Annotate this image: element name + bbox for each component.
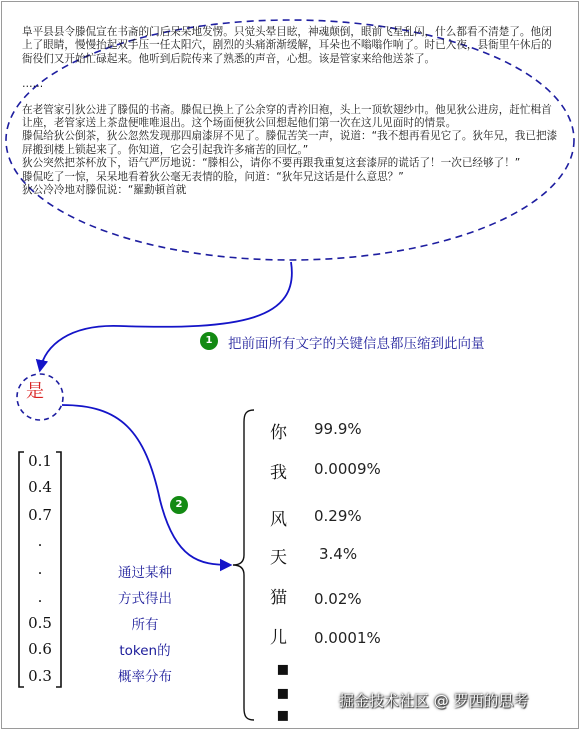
distribution-token: 天 [270,548,287,568]
vector-value: 0.4 [28,478,52,496]
distribution-caption [100,560,190,690]
passage-paragraph: 滕侃吃了一惊，呆呆地看着狄公毫无表情的脸，问道：“狄年兄这话是什么意思？” [22,170,404,183]
step-1-badge: 1 [200,332,218,350]
caption-line: 所有 [131,617,159,633]
passage-paragraph: 狄公突然把茶杯放下，语气严厉地说：“滕相公，请你不要再跟我重复这套漆屏的谎话了！一次已经够了！” [22,157,521,170]
step-1-label: 把前面所有文字的关键信息都压缩到此向量 [228,336,485,352]
context-passage [22,26,562,197]
distribution-prob: 99.9% [314,420,362,438]
distribution-prob: 0.0001% [314,629,381,647]
selected-token: 是 [26,381,44,402]
distribution-token: 猫 [270,588,287,608]
distribution-prob: 0.0009% [314,460,381,478]
distribution-prob: 0.02% [314,590,362,608]
caption-line: 通过某种 [118,565,172,581]
passage-paragraph: 阜平县县令滕侃宣在书斋的门后呆呆地发愣。只觉头晕目眩，神魂颠倒，眼前飞星乱闪，什么都看不清楚了。他闭上了眼睛，慢慢抬起双手压一任太阳穴，剧烈的头痛渐渐缓解，耳朵也不嗡嗡作响了。时已入夜，县衙里午休后的衙役们又开始忙碌起来。他听到后院传来了熟悉的声音，心想。该是管家来给他送茶了。 [22,26,552,65]
passage-ellipsis: …… [22,78,44,91]
distribution-token: 风 [270,510,287,530]
passage-paragraph: 狄公冷冷地对滕侃说：“羅勳頓首就 [22,184,187,197]
distribution-token: 儿 [270,628,287,648]
caption-line: 概率分布 [118,669,172,685]
vector-left-bracket [19,452,24,687]
passage-paragraph: 滕侃给狄公倒茶，狄公忽然发现那四扇漆屏不见了。滕侃苦笑一声，说道：“我不想再看见它了。狄年兄，我已把漆屏搬到楼上锁起来了。你知道，它会引起我许多痛苦的回忆。” [22,130,558,156]
vector-ellipsis-dot: . [37,560,43,578]
vector-ellipsis-dot: . [37,532,43,550]
distribution-ellipsis-dot: ▪ [276,702,290,726]
vector-value: 0.3 [28,667,52,685]
caption-line: token的 [119,643,171,659]
caption-line: 方式得出 [118,591,172,607]
passage-paragraph: 在老管家引狄公进了滕侃的书斋。滕侃已换上了公余穿的青衿旧袍，头上一顶软翅纱巾。他见狄公进房，赶忙楫首让座，老管家送上茶盘便唯唯退出。这个场面便狄公回想起他们第一次在这儿见面时的情景。 [22,103,552,130]
watermark: 掘金技术社区 @ 罗西的思考 [339,692,529,710]
vector-value: 0.1 [28,452,52,470]
compress-arrow [40,262,292,370]
vector-value: 0.5 [28,614,52,632]
distribution-prob: 0.29% [314,507,362,525]
step-2-badge: 2 [170,496,188,514]
distribution-ellipsis-dot: ▪ [276,656,290,680]
distribution-ellipsis-dot: ▪ [276,680,290,704]
vector-value: 0.7 [28,506,52,524]
distribution-token: 我 [270,463,287,483]
vector-value: 0.6 [28,640,52,658]
distribution-token: 你 [270,423,287,443]
distribution-brace [233,410,254,720]
distribution-prob: 3.4% [319,545,358,563]
vector-right-bracket [56,452,61,687]
vector-ellipsis-dot: . [37,588,43,606]
distribution-arrow [62,405,230,565]
